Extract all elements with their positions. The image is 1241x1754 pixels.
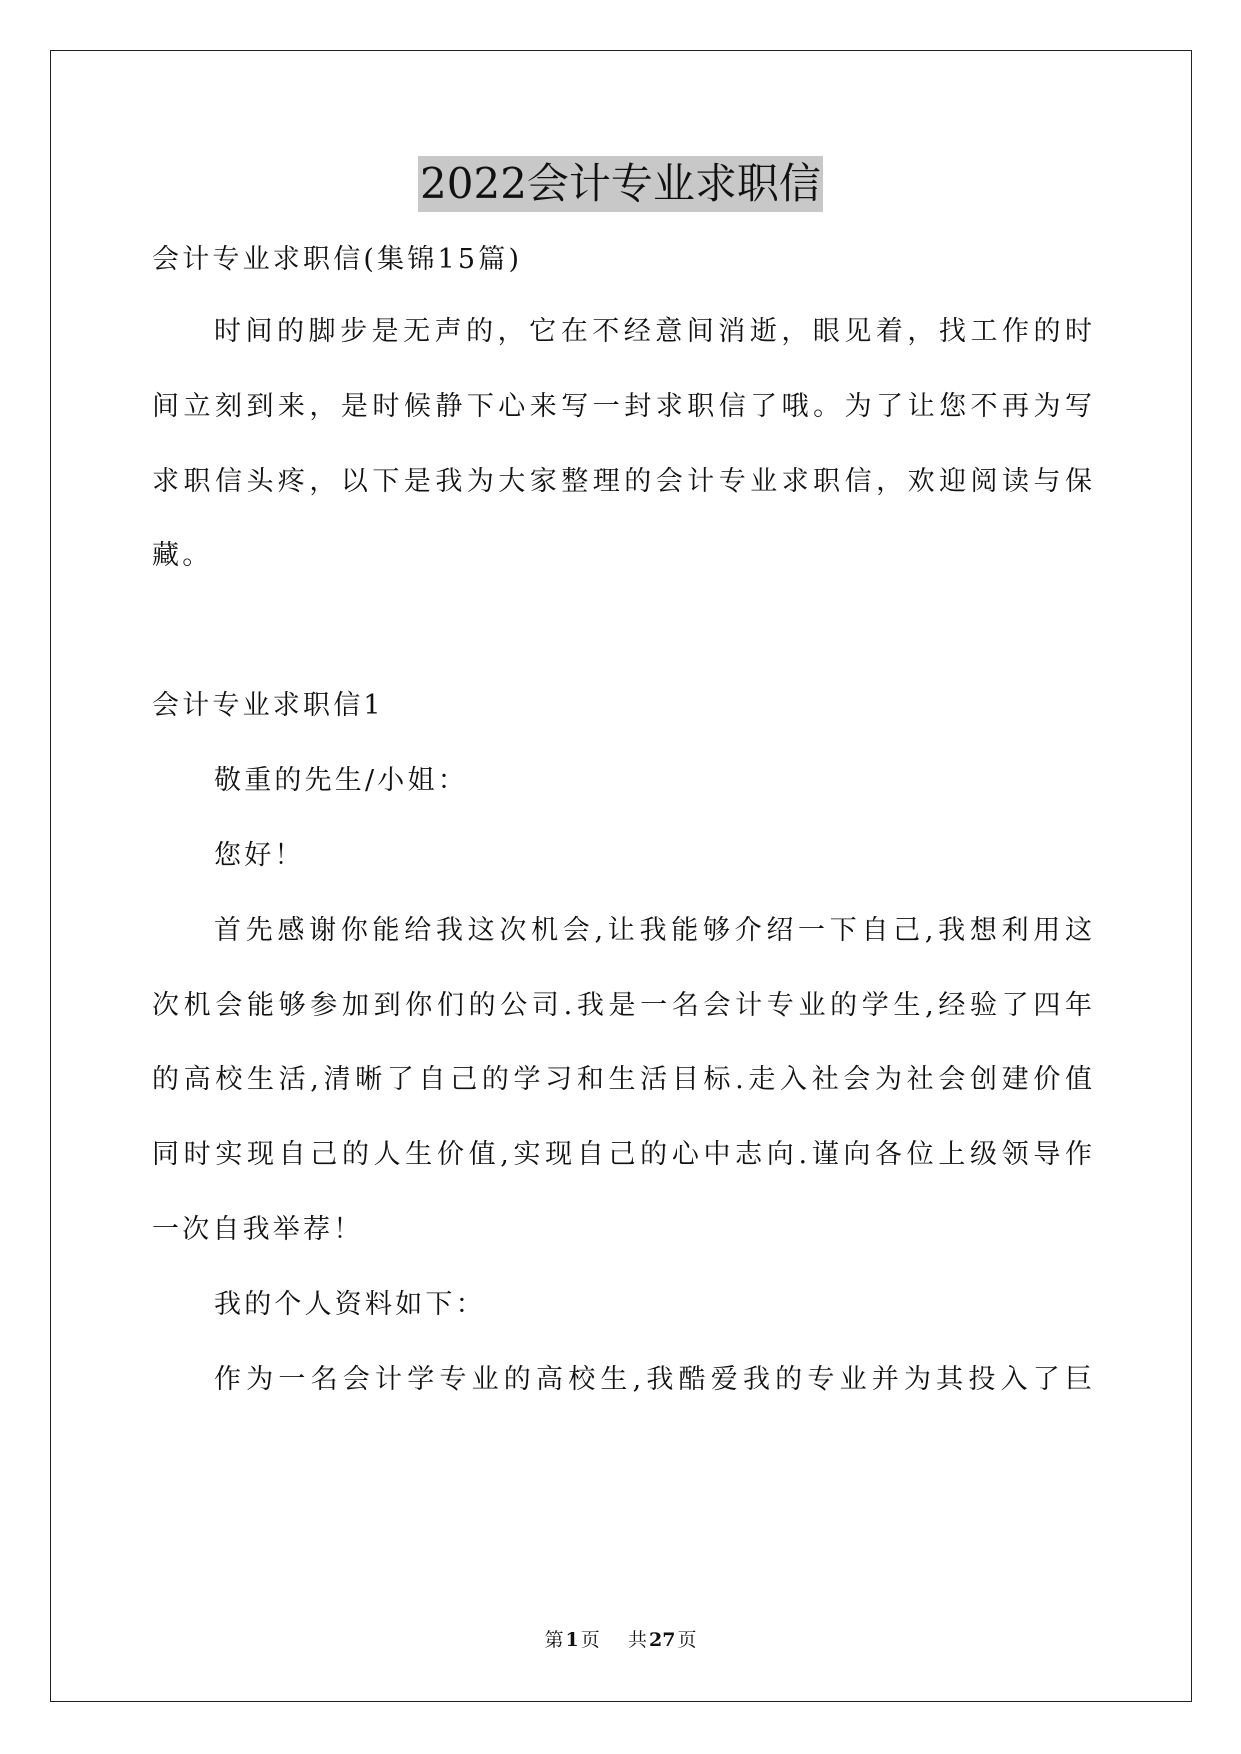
paragraph1-line-1: 首先感谢你能给我这次机会,让我能够介绍一下自己,我想利用这 bbox=[214, 915, 1092, 946]
page-border bbox=[50, 50, 1192, 1702]
intro-line-3: 求职信头疼，以下是我为大家整理的会计专业求职信，欢迎阅读与保 bbox=[152, 466, 1092, 497]
paragraph2: 我的个人资料如下： bbox=[214, 1289, 486, 1320]
page-number: 1 bbox=[565, 1629, 579, 1651]
intro-line-1: 时间的脚步是无声的，它在不经意间消逝，眼见着，找工作的时 bbox=[214, 316, 1092, 347]
paragraph1-line-4: 同时实现自己的人生价值,实现自己的心中志向.谨向各位上级领导作 bbox=[152, 1139, 1092, 1170]
document-title: 2022会计专业求职信 bbox=[418, 156, 823, 212]
page-unit: 页 bbox=[580, 1629, 600, 1651]
intro-line-4: 藏。 bbox=[152, 540, 213, 571]
greeting: 您好！ bbox=[214, 840, 305, 871]
paragraph3-line-1: 作为一名会计学专业的高校生,我酷爱我的专业并为其投入了巨 bbox=[214, 1364, 1092, 1395]
intro-line-2: 间立刻到来，是时候静下心来写一封求职信了哦。为了让您不再为写 bbox=[152, 391, 1092, 422]
page-footer bbox=[0, 1628, 1241, 1652]
paragraph1-line-2: 次机会能够参加到你们的公司.我是一名会计专业的学生,经验了四年 bbox=[152, 990, 1092, 1021]
paragraph1-line-5: 一次自我举荐！ bbox=[152, 1214, 364, 1245]
title-container bbox=[0, 156, 1241, 212]
paragraph1-line-3: 的高校生活,清晰了自己的学习和生活目标.走入社会为社会创建价值 bbox=[152, 1064, 1092, 1095]
document-subtitle: 会计专业求职信(集锦15篇) bbox=[152, 244, 523, 275]
total-prefix: 共 bbox=[627, 1629, 647, 1651]
total-unit: 页 bbox=[677, 1629, 697, 1651]
salutation: 敬重的先生/小姐： bbox=[214, 765, 468, 796]
page-prefix: 第 bbox=[544, 1629, 564, 1651]
total-pages: 27 bbox=[648, 1629, 676, 1651]
section-heading: 会计专业求职信1 bbox=[152, 690, 384, 721]
